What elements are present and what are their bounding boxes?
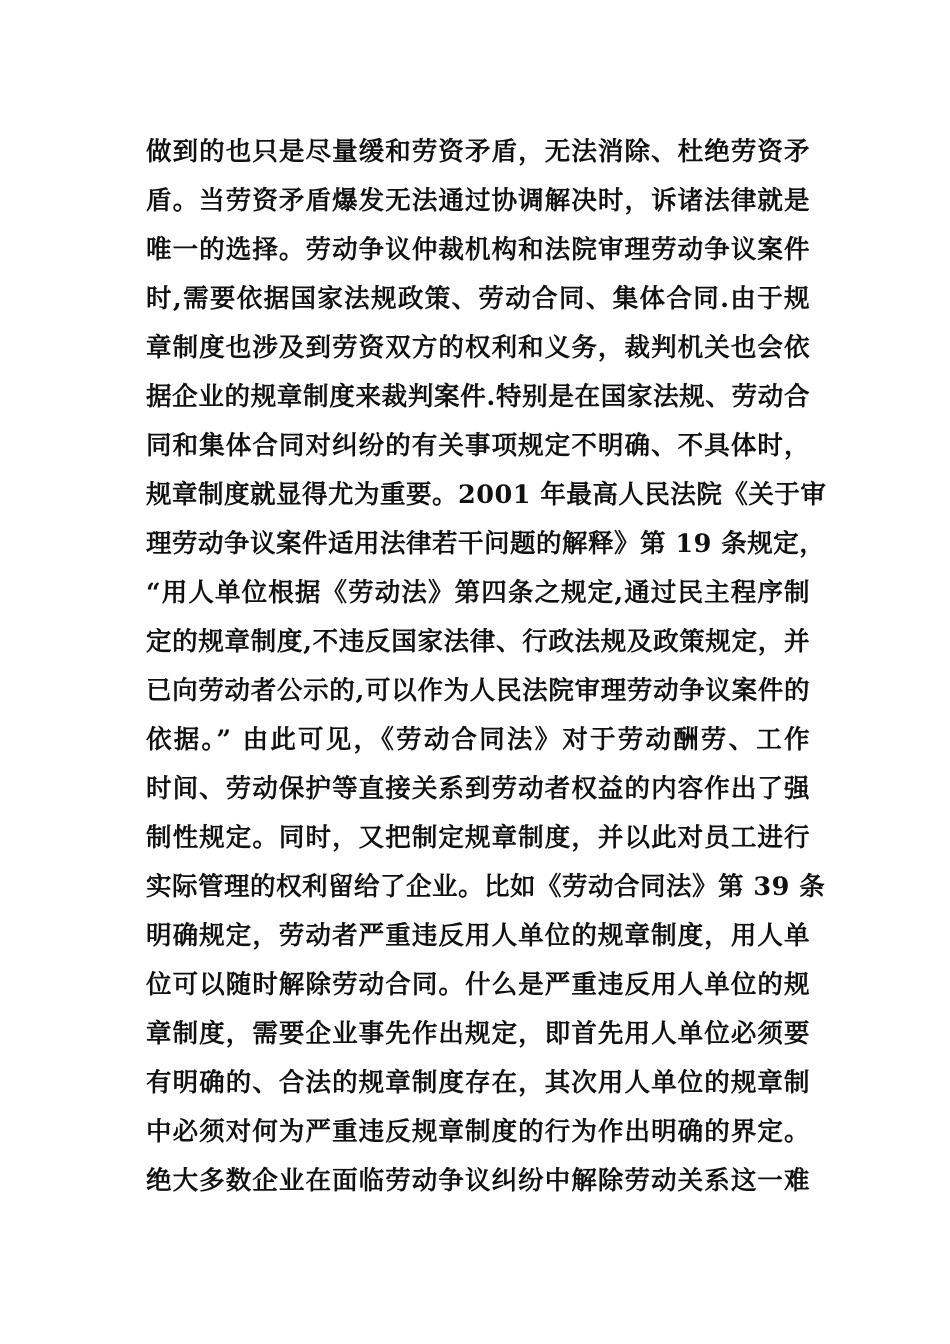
text-line: 盾。当劳资矛盾爆发无法通过协调解决时，诉诸法律就是 (146, 186, 810, 216)
text-line: 中必须对何为严重违反规章制度的行为作出明确的界定。 (146, 1117, 810, 1147)
text-line: 定的规章制度,不违反国家法律、行政法规及政策规定，并 (146, 627, 810, 657)
text-line: 时间、劳动保护等直接关系到劳动者权益的内容作出了强 (146, 774, 810, 804)
text-line: 明确规定，劳动者严重违反用人单位的规章制度，用人单 (146, 921, 810, 951)
text-line: 时,需要依据国家法规政策、劳动合同、集体合同.由于规 (146, 284, 810, 314)
text-line: 已向劳动者公示的,可以作为人民法院审理劳动争议案件的 (146, 676, 810, 706)
body-text (146, 128, 827, 1206)
text-line: 依据。” 由此可见，《劳动合同法》对于劳动酬劳、工作 (146, 725, 810, 755)
text-line: 有明确的、合法的规章制度存在，其次用人单位的规章制 (146, 1068, 810, 1098)
text-line: 章制度也涉及到劳资双方的权利和义务，裁判机关也会依 (146, 333, 810, 363)
text-line: 唯一的选择。劳动争议仲裁机构和法院审理劳动争议案件 (146, 235, 810, 265)
text-line: 实际管理的权利留给了企业。比如《劳动合同法》第 39 条 (146, 872, 826, 902)
text-line: 做到的也只是尽量缓和劳资矛盾，无法消除、杜绝劳资矛 (146, 137, 810, 167)
text-line: 理劳动争议案件适用法律若干问题的解释》第 19 条规定， (146, 529, 826, 559)
text-line: 位可以随时解除劳动合同。什么是严重违反用人单位的规 (146, 970, 810, 1000)
text-line: 章制度，需要企业事先作出规定，即首先用人单位必须要 (146, 1019, 810, 1049)
text-line: 据企业的规章制度来裁判案件.特别是在国家法规、劳动合 (146, 382, 810, 412)
text-line: 同和集体合同对纠纷的有关事项规定不明确、不具体时， (146, 431, 810, 461)
text-line: 绝大多数企业在面临劳动争议纠纷中解除劳动关系这一难 (146, 1166, 810, 1196)
text-line: “用人单位根据《劳动法》第四条之规定,通过民主程序制 (146, 578, 810, 608)
text-line: 制性规定。同时，又把制定规章制度，并以此对员工进行 (146, 823, 810, 853)
text-line: 规章制度就显得尤为重要。2001 年最高人民法院《关于审 (146, 480, 827, 510)
